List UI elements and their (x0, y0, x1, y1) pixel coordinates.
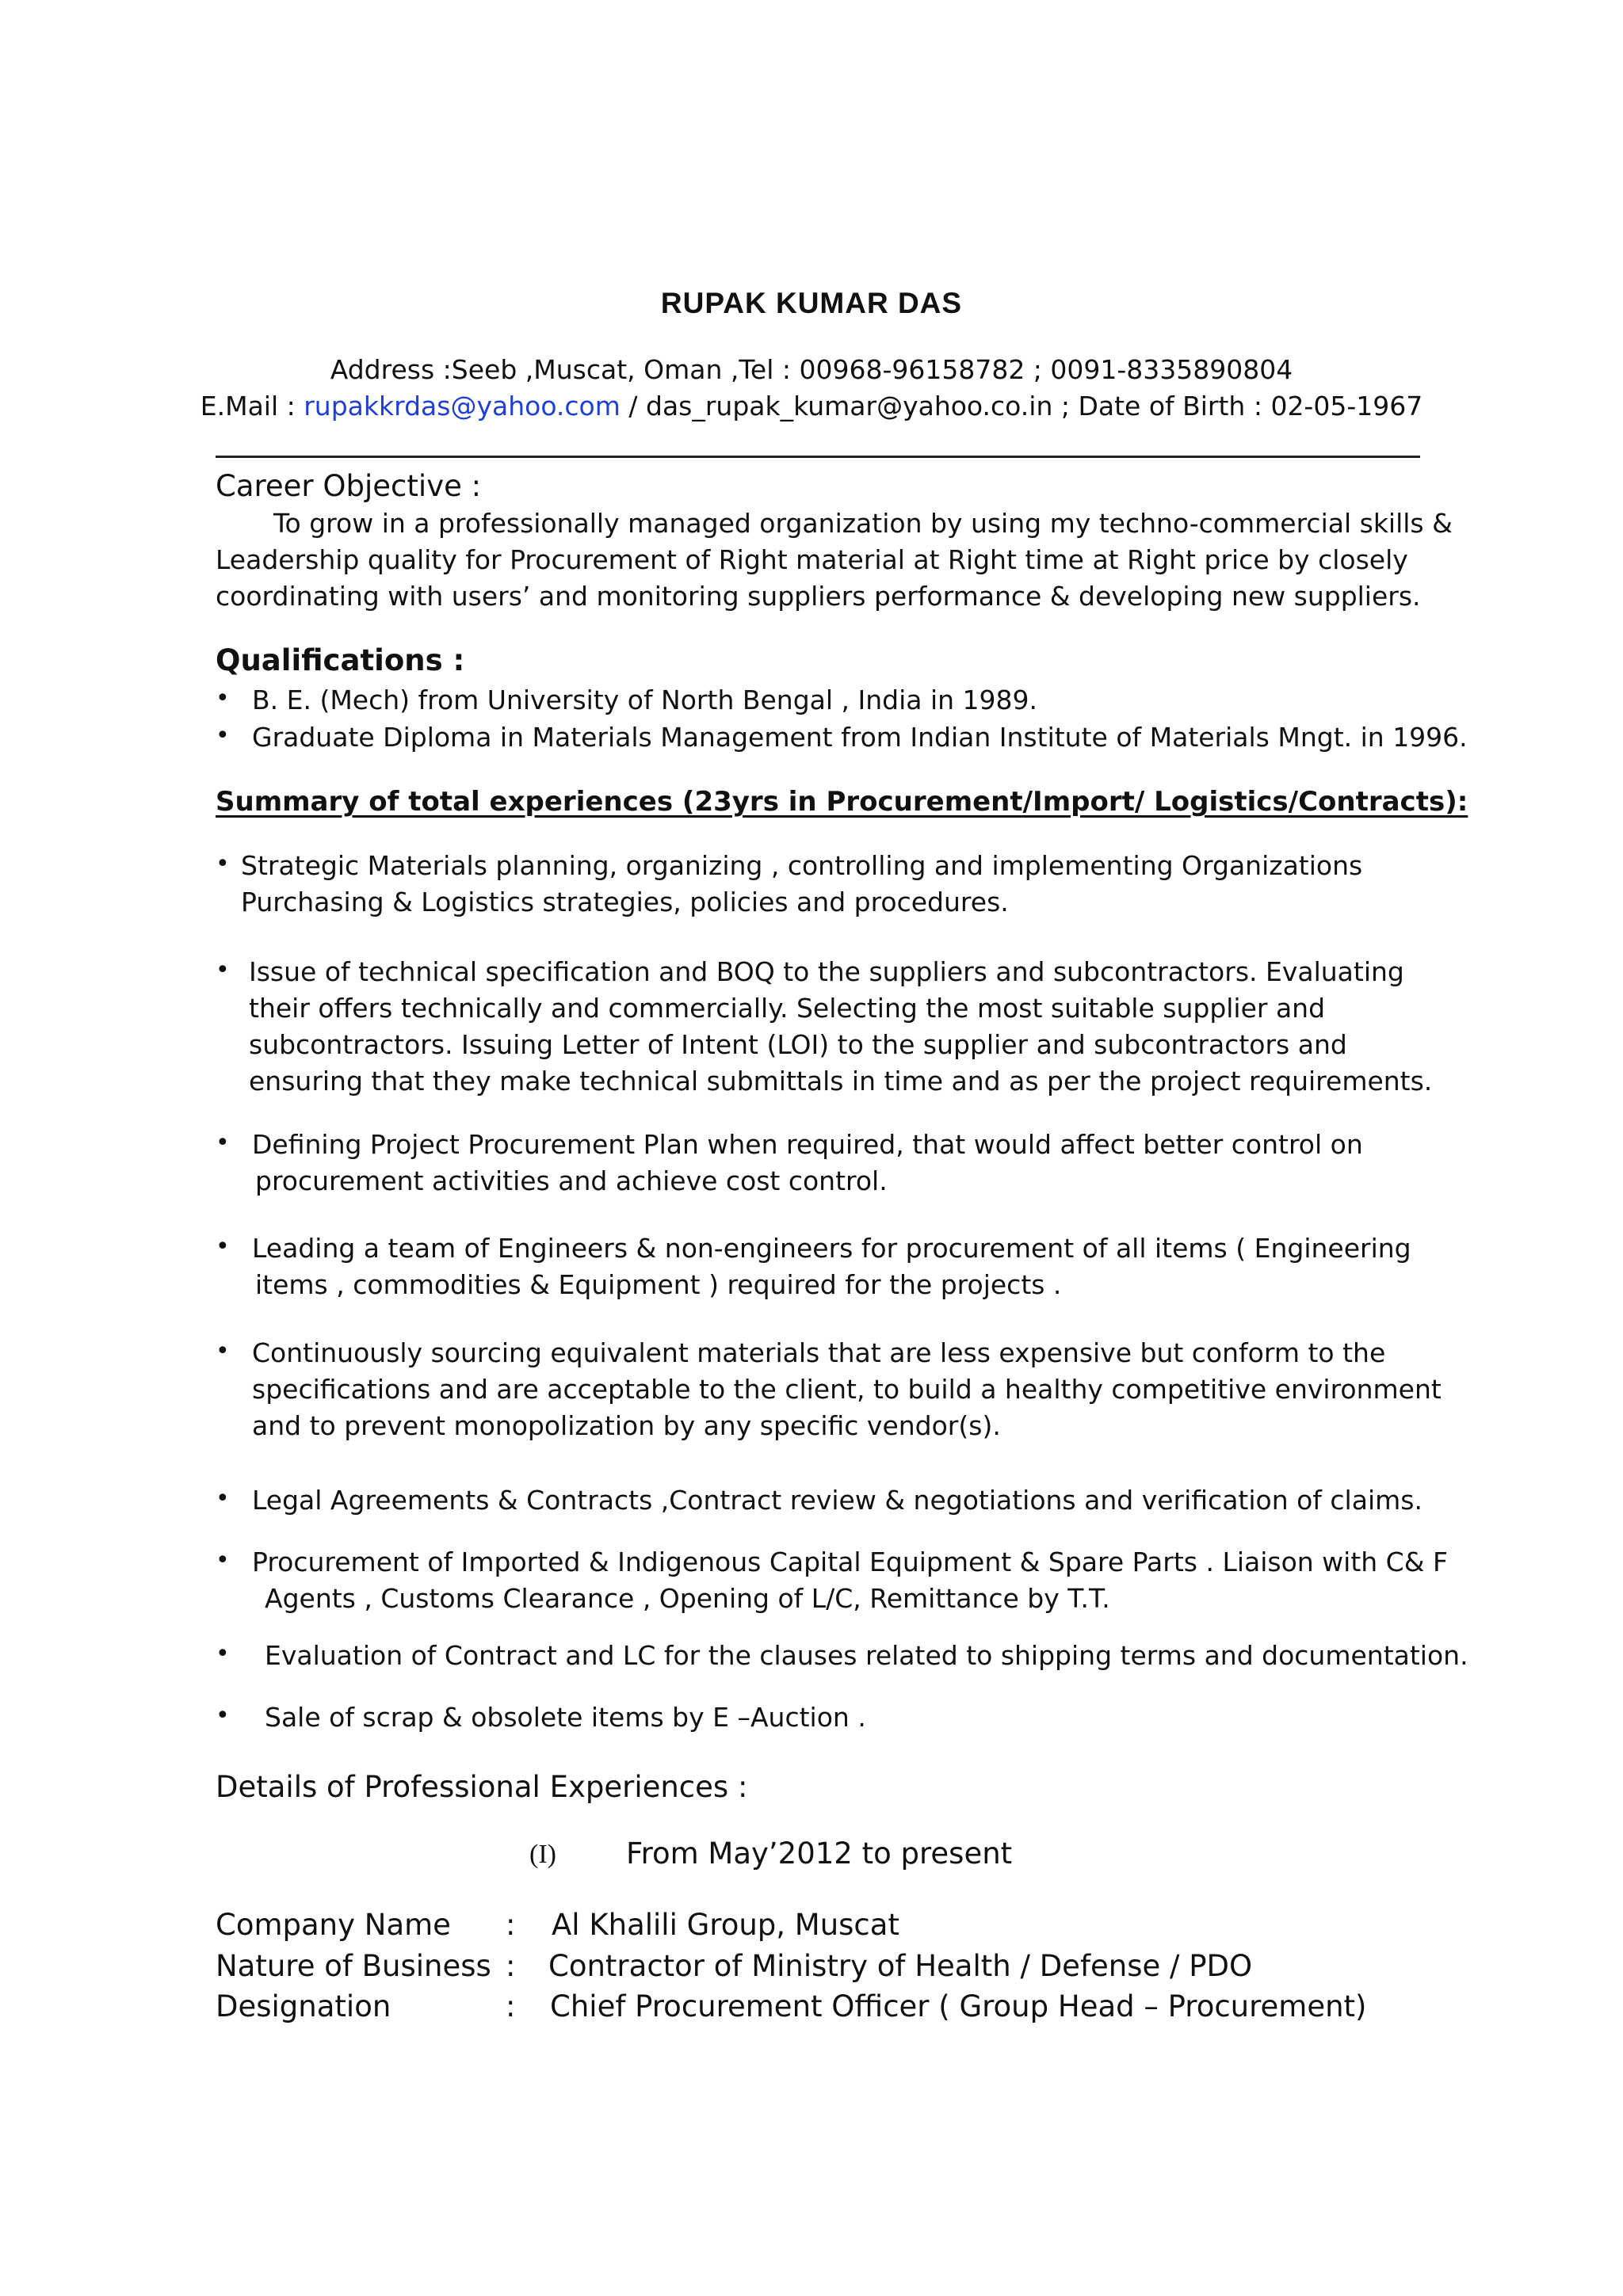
bullet-icon: • (216, 1640, 230, 1668)
email-link[interactable]: rupakkrdas@yahoo.com (304, 391, 621, 421)
summary-item-line: Purchasing & Logistics strategies, policies and procedures. (241, 887, 1009, 917)
summary-item-line: subcontractors. Issuing Letter of Intent (LOI) to the supplier and subcontractors and (249, 1029, 1347, 1060)
summary-item-line: specifications and are acceptable to the client, to build a healthy competitive environment (252, 1374, 1442, 1405)
qualifications-heading: Qualifications : (216, 643, 465, 677)
header-divider (216, 456, 1420, 458)
summary-item-line: items , commodities & Equipment ) required for the projects . (255, 1269, 1062, 1300)
bullet-icon: • (216, 1129, 230, 1157)
field-separator: : (506, 1989, 516, 2023)
field-value-nature: Contractor of Ministry of Health / Defense / PDO (548, 1949, 1253, 1983)
email-rest: / das_rupak_kumar@yahoo.co.in ; Date of Birth : 02-05-1967 (620, 391, 1423, 421)
field-value-designation: Chief Procurement Officer ( Group Head – Procurement) (550, 1989, 1367, 2023)
bullet-icon: • (216, 722, 230, 749)
bullet-icon: • (216, 1485, 230, 1512)
career-objective-heading: Career Objective : (216, 469, 482, 503)
qualification-item: Graduate Diploma in Materials Management from Indian Institute of Materials Mngt. in 1996. (252, 722, 1468, 753)
address-line: Address :Seeb ,Muscat, Oman ,Tel : 00968-96158782 ; 0091-8335890804 (330, 354, 1293, 385)
candidate-name: RUPAK KUMAR DAS (660, 287, 963, 319)
summary-item-line: Legal Agreements & Contracts ,Contract review & negotiations and verification of claims. (252, 1485, 1423, 1516)
summary-item-line: Continuously sourcing equivalent materials that are less expensive but conform to the (252, 1337, 1386, 1368)
career-objective-line: coordinating with users’ and monitoring suppliers performance & developing new suppliers. (216, 581, 1421, 612)
field-separator: : (506, 1908, 516, 1942)
bullet-icon: • (216, 1233, 230, 1261)
summary-item-line: Leading a team of Engineers & non-engineers for procurement of all items ( Engineering (252, 1233, 1411, 1264)
summary-item-line: procurement activities and achieve cost control. (255, 1165, 888, 1196)
summary-item-line: Agents , Customs Clearance , Opening of L/C, Remittance by T.T. (265, 1583, 1110, 1614)
field-label-designation: Designation (216, 1989, 391, 2023)
summary-item-line: their offers technically and commercially. Selecting the most suitable supplier and (249, 993, 1326, 1024)
experience-index: (I) (529, 1840, 556, 1869)
experience-heading: Details of Professional Experiences : (216, 1770, 748, 1804)
bullet-icon: • (216, 1702, 230, 1730)
qualification-item: B. E. (Mech) from University of North Bengal , India in 1989. (252, 685, 1038, 715)
field-label-company: Company Name (216, 1908, 451, 1942)
field-value-company: Al Khalili Group, Muscat (552, 1908, 899, 1942)
summary-item-line: Evaluation of Contract and LC for the clauses related to shipping terms and documentation. (265, 1640, 1468, 1671)
summary-item-line: Procurement of Imported & Indigenous Capital Equipment & Spare Parts . Liaison with C& F (252, 1547, 1448, 1577)
bullet-icon: • (216, 1547, 230, 1574)
career-objective-line: To grow in a professionally managed organization by using my techno-commercial skills & (273, 508, 1453, 539)
field-separator: : (506, 1949, 516, 1983)
summary-heading: Summary of total experiences (23yrs in Procurement/Import/ Logistics/Contracts): (216, 786, 1468, 818)
email-prefix: E.Mail : (200, 391, 304, 421)
bullet-icon: • (216, 1337, 230, 1365)
bullet-icon: • (216, 850, 230, 878)
summary-item-line: Defining Project Procurement Plan when required, that would affect better control on (252, 1129, 1363, 1160)
bullet-icon: • (216, 956, 230, 984)
experience-period: From May’2012 to present (626, 1836, 1013, 1871)
career-objective-line: Leadership quality for Procurement of Right material at Right time at Right price by closely (216, 544, 1408, 575)
summary-item-line: Issue of technical specification and BOQ to the suppliers and subcontractors. Evaluating (249, 956, 1404, 987)
summary-item-line: Strategic Materials planning, organizing , controlling and implementing Organizations (241, 850, 1363, 881)
email-line (0, 391, 1623, 421)
summary-item-line: Sale of scrap & obsolete items by E –Auction . (265, 1702, 866, 1733)
summary-item-line: ensuring that they make technical submittals in time and as per the project requirements. (249, 1066, 1433, 1097)
summary-item-line: and to prevent monopolization by any specific vendor(s). (252, 1410, 1001, 1441)
bullet-icon: • (216, 685, 230, 712)
field-label-nature: Nature of Business (216, 1949, 491, 1983)
